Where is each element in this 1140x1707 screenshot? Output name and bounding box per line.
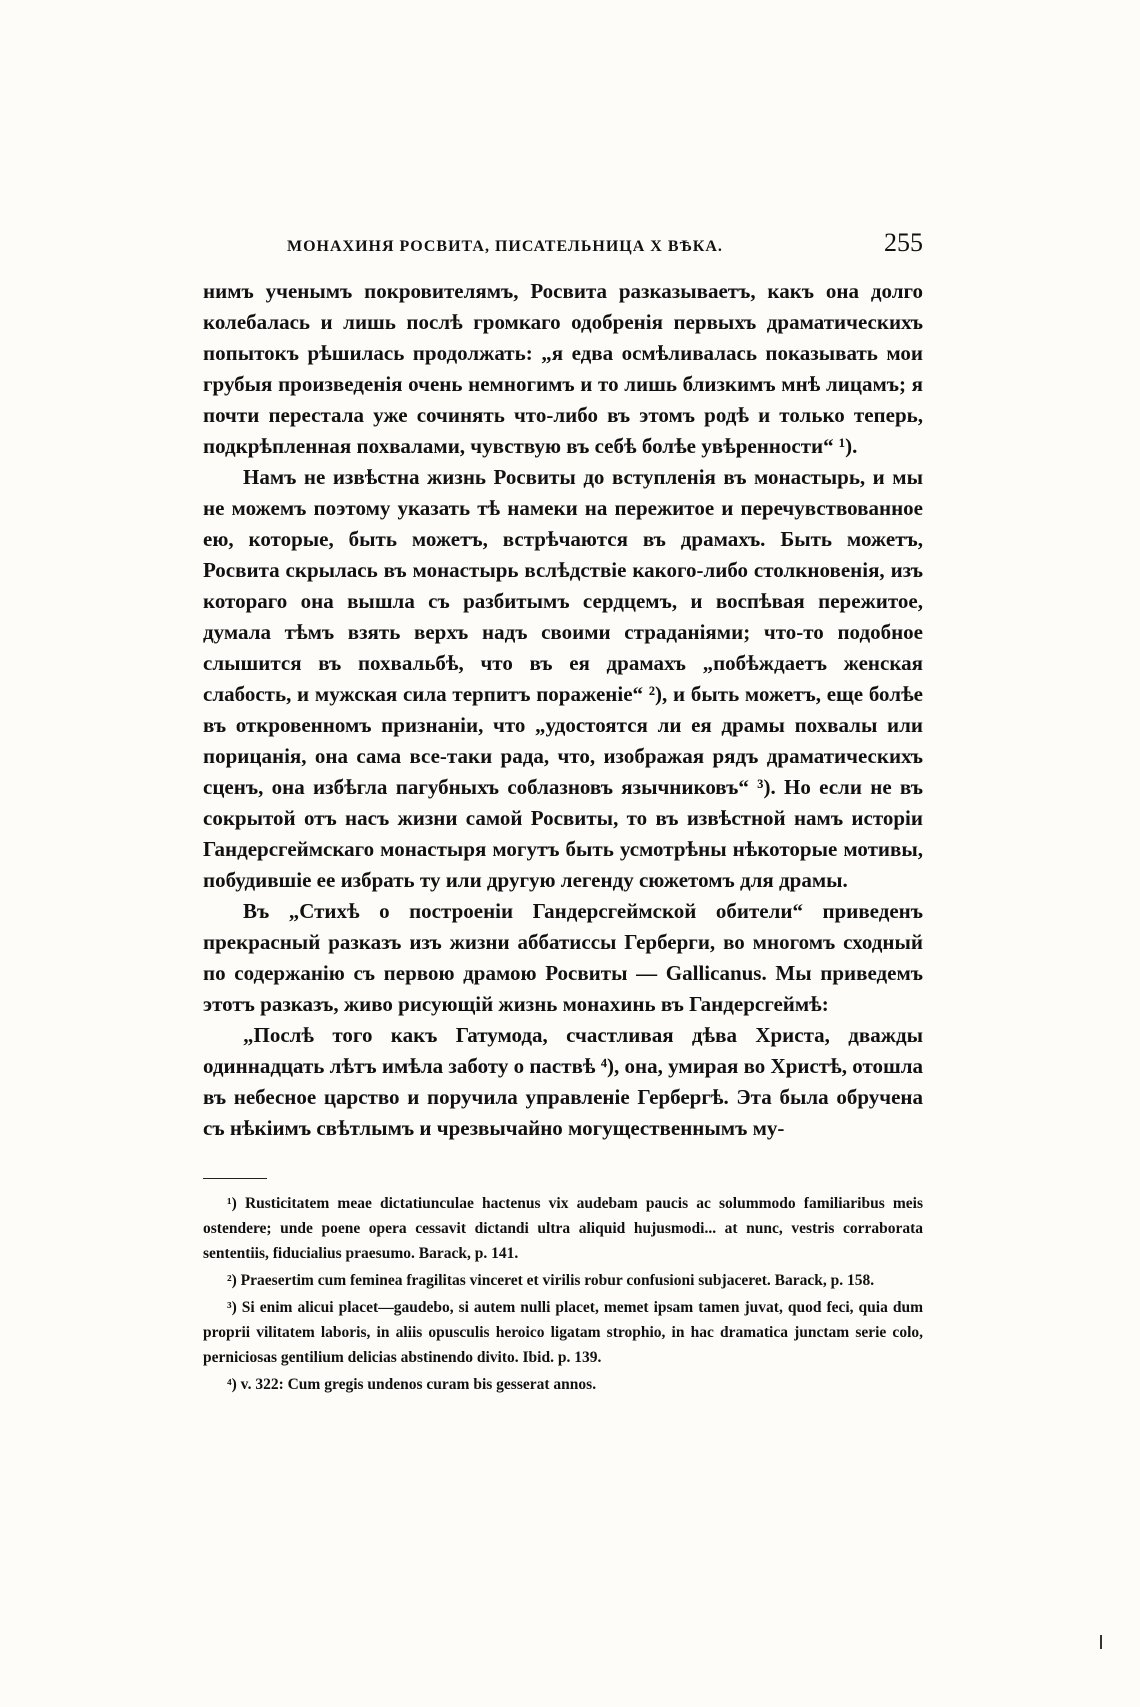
footnote-rule	[203, 1178, 267, 1179]
book-page	[203, 228, 923, 1399]
page-number: 255	[884, 228, 923, 257]
footnote-4: ⁴) v. 322: Cum gregis undenos curam bis gesserat annos.	[227, 1376, 597, 1393]
paragraph-2: Намъ не извѣстна жизнь Росвиты до вступленія въ монастырь, и мы не можемъ поэтому указать тѣ намеки на пережитое и перечувствованное ею, которые, быть можетъ, встрѣчаются въ драмахъ. Быть можетъ, Росвита скрылась въ монастырь вслѣдствіе какого-либо столкновенія, изъ котораго она вышла съ разбитымъ сердцемъ, и воспѣвая пережитое, думала тѣмъ взять верхъ надъ своими страданіями; что-то подобное слышится въ похвальбѣ, что въ ея драмахъ „побѣждаетъ женская слабость, и мужская сила терпитъ пораженіе“ ²), и быть можетъ, еще болѣе въ откровенномъ признаніи, что „удостоятся ли ея драмы похвалы или порицанія, она сама все-таки рада, что, изображая рядъ драматическихъ сценъ, она избѣгла пагубныхъ соблазновъ язычниковъ“ ³). Но если не въ сокрытой отъ насъ жизни самой Росвиты, то въ извѣстной намъ исторіи Гандерсгеймскаго монастыря могутъ быть усмотрѣны нѣкоторые мотивы, побудившіе ее избрать ту или другую легенду сюжетомъ для драмы.	[203, 465, 923, 892]
scan-artifact-mark	[1100, 1635, 1102, 1649]
footnote-2: ²) Praesertim cum feminea fragilitas vinceret et virilis robur confusioni subjaceret. Barack, p. 158.	[227, 1272, 875, 1289]
running-head: МОНАХИНЯ РОСВИТА, ПИСАТЕЛЬНИЦА X ВѢКА.	[287, 238, 723, 255]
footnotes	[203, 1191, 923, 1397]
page-header	[203, 228, 923, 268]
main-text	[203, 276, 923, 1144]
footnote-1: ¹) Rusticitatem meae dictatiunculae hactenus vix audebam paucis ac solummodo familiaribus meis ostendere; unde poene opera cessavit dictandi ultra aliquid hujusmodi... at nunc, vestris corraborata sententiis, fiducialius praesumo. Barack, p. 141.	[203, 1195, 923, 1262]
footnote-3: ³) Si enim alicui placet—gaudebo, si autem nulli placet, memet ipsam tamen juvat, quod feci, quia dum proprii vilitatem laboris, in aliis opusculis heroico ligatam strophio, in hac dramatica junctam serie colo, perniciosas gentilium delicias abstinendo divito. Ibid. p. 139.	[203, 1299, 923, 1366]
paragraph-3: Въ „Стихѣ о построеніи Гандерсгеймской обители“ приведенъ прекрасный разказъ изъ жизни аббатиссы Герберги, во многомъ сходный по содержанію съ первою драмою Росвиты — Gallicanus. Мы приведемъ этотъ разказъ, живо рисующій жизнь монахинь въ Гандерсгеймѣ:	[203, 899, 923, 1016]
paragraph-4: „Послѣ того какъ Гатумода, счастливая дѣва Христа, дважды одиннадцать лѣтъ имѣла заботу о паствѣ ⁴), она, умирая во Христѣ, отошла въ небесное царство и поручила управленіе Гербергѣ. Эта была обручена съ нѣкіимъ свѣтлымъ и чрезвычайно могущественнымъ му-	[203, 1023, 923, 1140]
paragraph-1: нимъ ученымъ покровителямъ, Росвита разказываетъ, какъ она долго колебалась и лишь послѣ громкаго одобренія первыхъ драматическихъ попытокъ рѣшилась продолжать: „я едва осмѣливалась показывать мои грубыя произведенія очень немногимъ и то лишь близкимъ мнѣ лицамъ; я почти перестала уже сочинять что-либо въ этомъ родѣ и только теперь, подкрѣпленная похвалами, чувствую въ себѣ болѣе увѣренности“ ¹).	[203, 279, 923, 458]
